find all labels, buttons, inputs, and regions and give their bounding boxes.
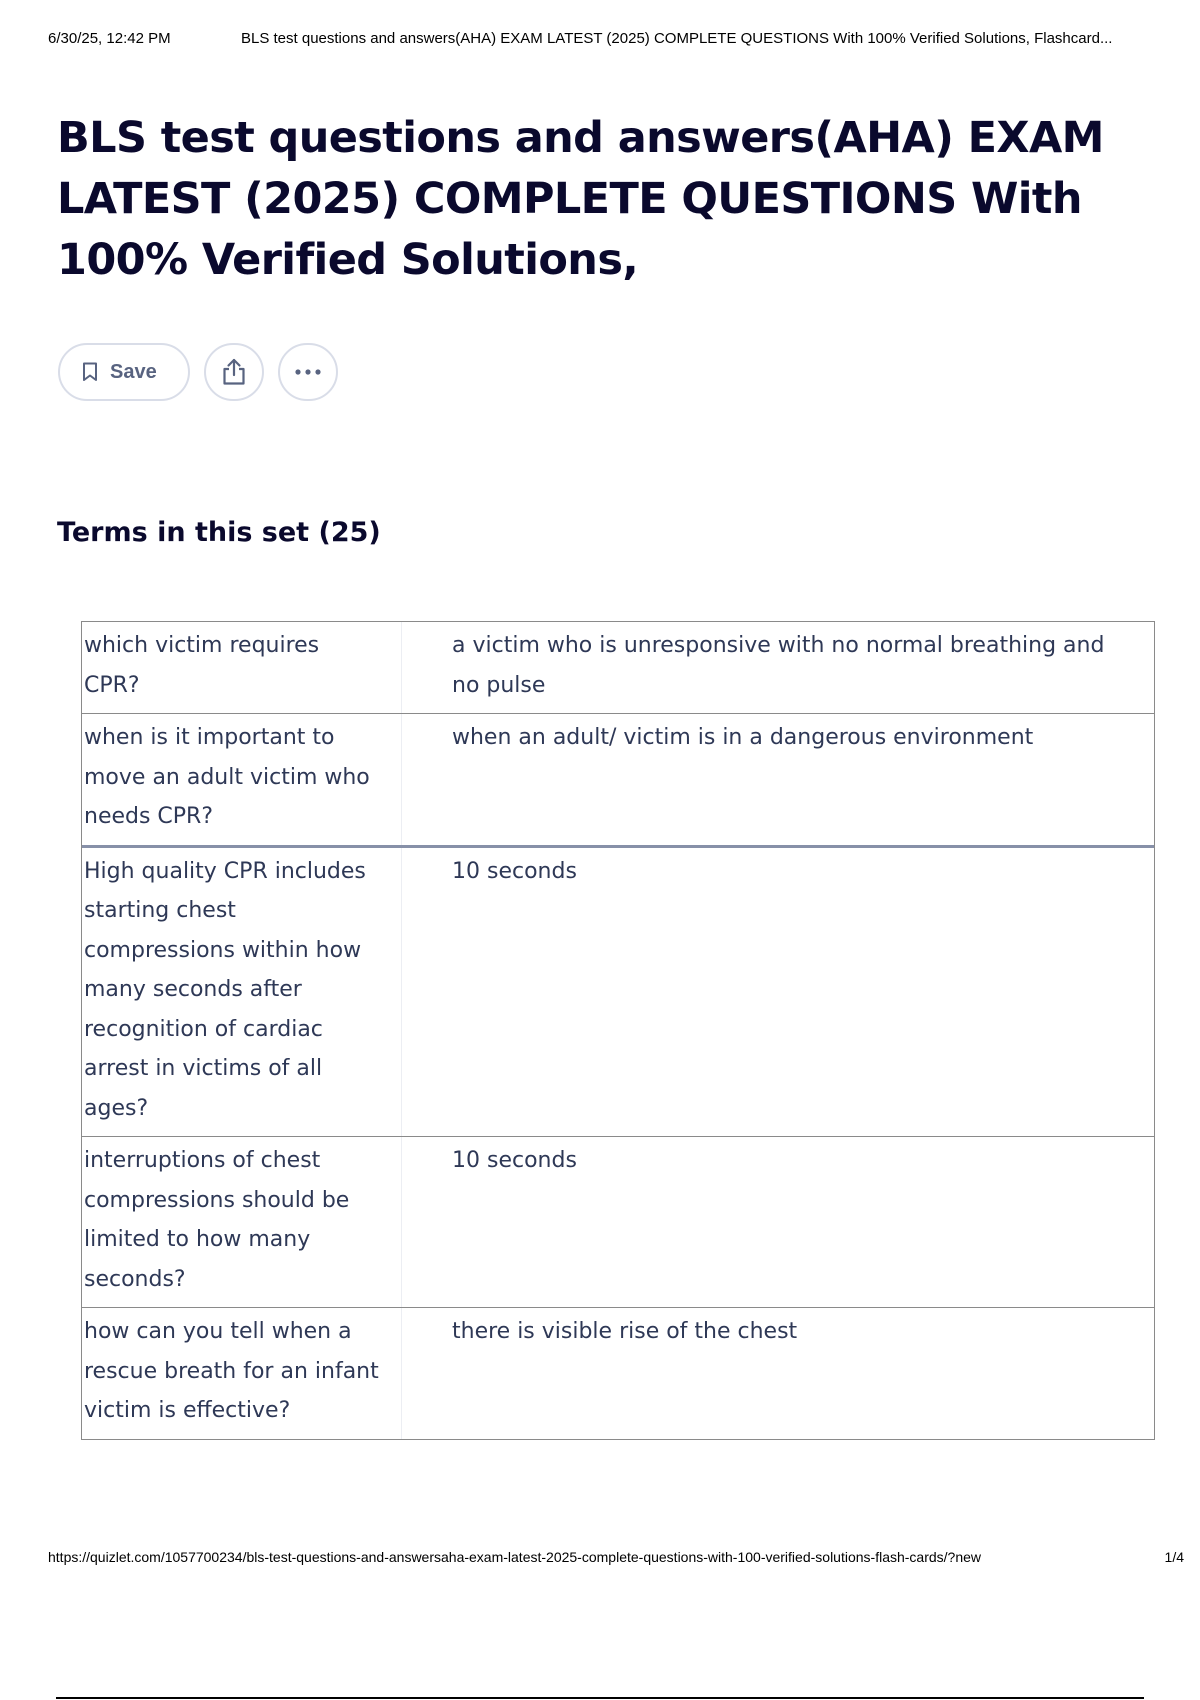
term-row <box>82 1308 1154 1439</box>
definition-text: a victim who is unresponsive with no normal breathing and no pulse <box>452 633 1105 698</box>
print-header <box>48 30 1176 47</box>
print-page-indicator: 1/4 <box>1164 1549 1184 1565</box>
print-footer <box>48 1549 1184 1565</box>
definition-text: 10 seconds <box>452 858 577 884</box>
print-document-title: BLS test questions and answers(AHA) EXAM LATEST (2025) COMPLETE QUESTIONS With 100% Verified Solutions, Flashcard... <box>241 30 1113 47</box>
print-datetime: 6/30/25, 12:42 PM <box>48 30 171 47</box>
term-row <box>82 848 1154 1138</box>
term-row <box>82 714 1154 848</box>
term-text: High quality CPR includes starting chest compressions within how many seconds after recognition of cardiac arrest in victims of all ages? <box>82 848 402 1137</box>
save-button[interactable] <box>58 343 190 401</box>
definition-text: 10 seconds <box>452 1148 577 1173</box>
term-text: how can you tell when a rescue breath for an infant victim is effective? <box>82 1308 402 1439</box>
share-icon <box>221 358 247 386</box>
terms-heading: Terms in this set (25) <box>57 517 381 548</box>
save-label: Save <box>110 360 157 383</box>
definition-text: there is visible rise of the chest <box>452 1319 798 1344</box>
print-url: https://quizlet.com/1057700234/bls-test-questions-and-answersaha-exam-latest-2025-complete-questions-with-100-verified-solutions-flash-cards/?new <box>48 1549 982 1565</box>
share-button[interactable] <box>204 343 264 401</box>
term-text: when is it important to move an adult victim who needs CPR? <box>82 714 402 845</box>
terms-table <box>81 621 1155 1440</box>
term-row <box>82 622 1154 714</box>
bookmark-icon <box>82 362 98 382</box>
more-icon <box>294 368 322 376</box>
set-actions <box>58 343 338 401</box>
term-text: which victim requires CPR? <box>82 622 402 713</box>
term-row <box>82 1137 1154 1308</box>
set-title: BLS test questions and answers(AHA) EXAM LATEST (2025) COMPLETE QUESTIONS With 100% Verified Solutions, <box>57 113 1104 285</box>
page-divider <box>56 1697 1144 1699</box>
definition-text: when an adult/ victim is in a dangerous environment <box>452 725 1034 750</box>
term-text: interruptions of chest compressions should be limited to how many seconds? <box>82 1137 402 1307</box>
more-options-button[interactable] <box>278 343 338 401</box>
